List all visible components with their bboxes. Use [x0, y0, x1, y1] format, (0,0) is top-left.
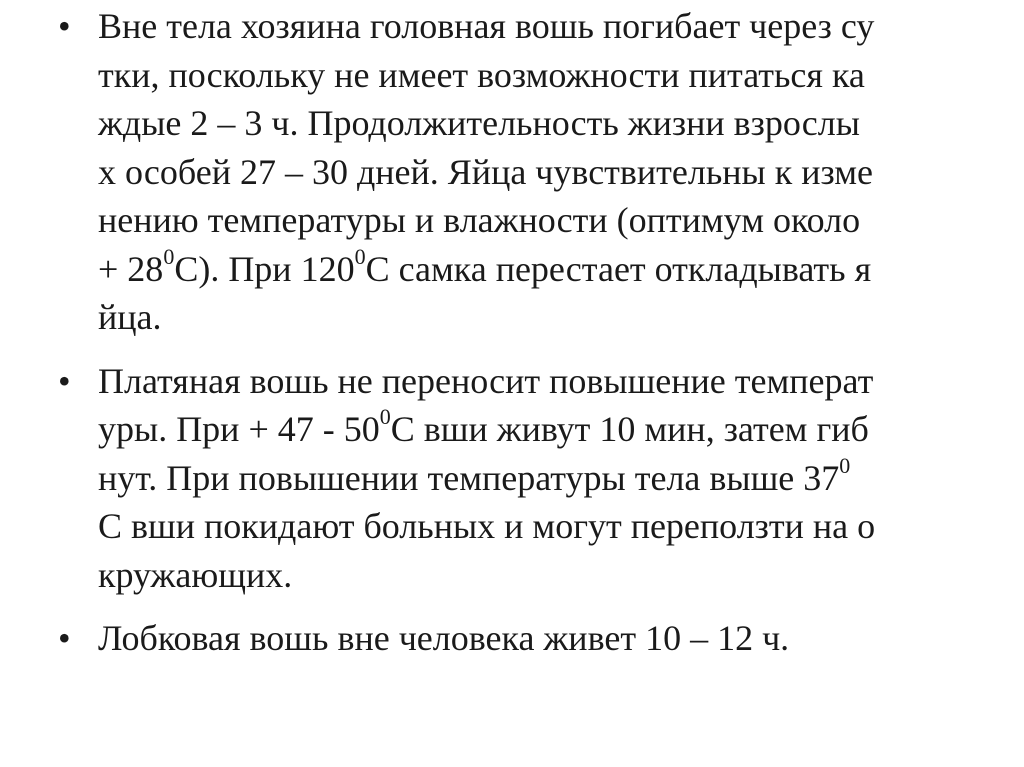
text-line: + $28^0С$). При $120^0С$ самка перестает откладывать я: [98, 243, 872, 289]
bullet-list: [58, 2, 978, 678]
superscript: 0: [354, 243, 366, 269]
text-line: ждые 2 – 3 ч. Продолжительность жизни взрослы: [98, 103, 860, 143]
text-line: уры. При + $47 - 50^0С$ вши живут 10 мин, затем гиб: [98, 404, 869, 449]
superscript: 0: [379, 404, 391, 429]
bullet-marker: •: [58, 6, 71, 46]
text-line: х особей 27 – 30 дней. Яйца чувствительны к изме: [98, 151, 873, 192]
text-line: йца.: [98, 297, 162, 337]
bullet-item: [58, 357, 978, 600]
text-line: Вне тела хозяина головная вошь погибает через су: [98, 6, 875, 46]
text-line: тки, поскольку не имеет возможности питаться ка: [98, 54, 865, 95]
text-line: С вши покидают больных и могут переползти на о: [98, 506, 876, 546]
superscript: 0: [163, 243, 175, 269]
bullet-marker: •: [58, 360, 71, 401]
text-line: Платяная вошь не переносит повышение температ: [98, 360, 874, 401]
bullet-item: [58, 614, 978, 663]
text-line: Лобковая вошь вне человека живет 10 – 12 ч.: [98, 618, 790, 658]
bullet-marker: •: [58, 618, 71, 658]
text-line: кружающих.: [98, 554, 293, 595]
text-line: нут. При повышении температуры тела выше $37^0$: [98, 452, 851, 498]
text-line: нению температуры и влажности (оптимум около: [98, 200, 861, 240]
superscript: 0: [839, 452, 851, 478]
bullet-item: [58, 2, 978, 342]
